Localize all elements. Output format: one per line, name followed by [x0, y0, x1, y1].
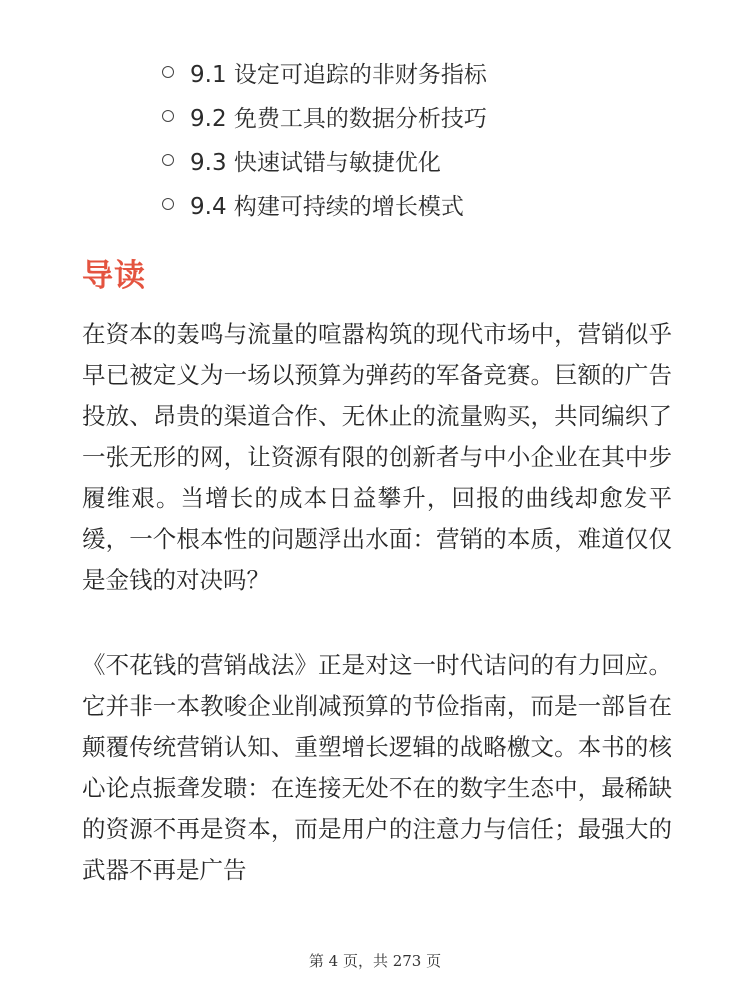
circle-bullet-icon: [162, 110, 174, 122]
toc-item-label: 9.2 免费工具的数据分析技巧: [190, 105, 487, 132]
circle-bullet-icon: [162, 198, 174, 210]
section-heading: 导读: [82, 258, 146, 294]
circle-bullet-icon: [162, 66, 174, 78]
toc-item: [162, 94, 487, 138]
body-paragraph-intro: 在资本的轰鸣与流量的喧嚣构筑的现代市场中，营销似乎早已被定义为一场以预算为弹药的军备竞赛。巨额的广告投放、昂贵的渠道合作、无休止的流量购买，共同编织了一张无形的网，让资源有限的创新者与中小企业在其中步履维艰。当增长的成本日益攀升，回报的曲线却愈发平缓，一个根本性的问题浮出水面：营销的本质，难道仅仅是金钱的对决吗？: [82, 320, 672, 594]
toc-item: [162, 182, 487, 226]
toc-item: [162, 138, 487, 182]
toc-list: [162, 50, 487, 226]
toc-item: [162, 50, 487, 94]
toc-item-label: 9.4 构建可持续的增长模式: [190, 193, 464, 220]
body-paragraph-book-thesis: 《不花钱的营销战法》正是对这一时代诘问的有力回应。它并非一本教唆企业削减预算的节俭指南，而是一部旨在颠覆传统营销认知、重塑增长逻辑的战略檄文。本书的核心论点振聋发聩：在连接无处不在的数字生态中，最稀缺的资源不再是资本，而是用户的注意力与信任；最强大的武器不再是广告: [82, 651, 672, 884]
toc-item-label: 9.3 快速试错与敏捷优化: [190, 149, 441, 176]
circle-bullet-icon: [162, 154, 174, 166]
page-number: 第 4 页，共 273 页: [308, 952, 442, 970]
toc-item-label: 9.1 设定可追踪的非财务指标: [190, 61, 487, 88]
